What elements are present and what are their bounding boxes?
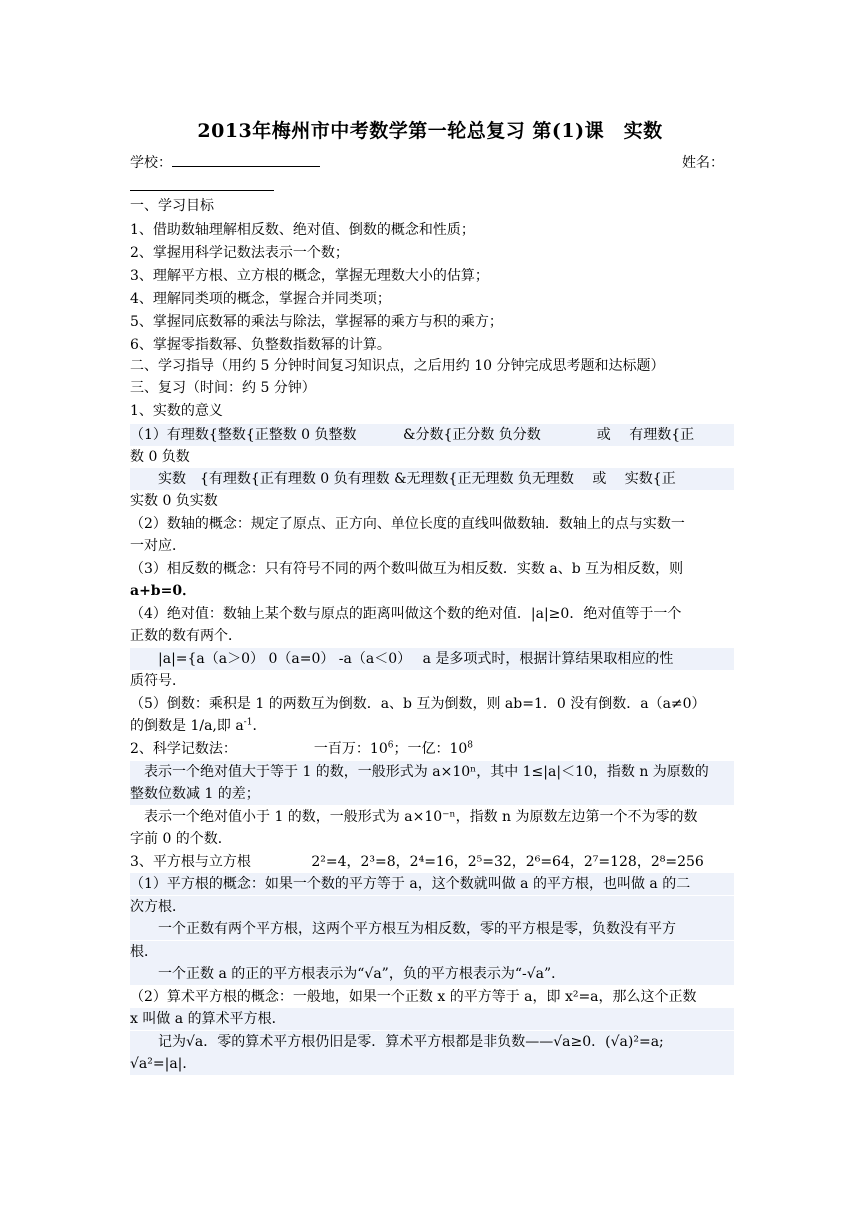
text-line: 整数位数减 1 的差； <box>130 783 734 805</box>
text-line: a+b=0． <box>130 583 197 599</box>
text-line: 质符号． <box>130 673 186 689</box>
text-line <box>130 715 734 737</box>
text-line: 6、掌握零指数幂、负整数指数幂的计算。 <box>130 337 391 353</box>
text-line: √a²=|a|． <box>130 1053 734 1075</box>
text-line: 4、理解同类项的概念，掌握合并同类项； <box>130 291 391 307</box>
text-fragment: ；一亿：10 <box>393 741 468 757</box>
superscript: 8 <box>467 740 474 751</box>
name-blank[interactable] <box>130 176 274 191</box>
section-heading: 三、复习（时间：约 5 分钟） <box>130 380 316 396</box>
text-line: 字前 0 的个数． <box>130 831 232 847</box>
text-line: （5）倒数：乘积是 1 的两数互为倒数．a、b 互为倒数，则 ab=1．0 没有倒数．a（a≠0） <box>130 696 706 712</box>
text-line <box>130 738 734 760</box>
text-line: 记为√a．零的算术平方根仍旧是零．算术平方根都是非负数——√a≥0．(√a)²=a; <box>130 1031 734 1053</box>
section-heading: 一、学习目标 <box>130 198 214 214</box>
text-line: 次方根． <box>130 896 734 918</box>
subsection-heading: 3、平方根与立方根 2²=4，2³=8，2⁴=16，2⁵=32，2⁶=64，2⁷=128，2⁸=256 <box>130 854 704 870</box>
text-line: 一个正数有两个平方根，这两个平方根互为相反数，零的平方根是零，负数没有平方 <box>130 918 734 940</box>
text-line: 表示一个绝对值大于等于 1 的数，一般形式为 a×10ⁿ，其中 1≤|a|＜10，指数 n 为原数的 <box>130 761 734 783</box>
text-fragment: 2、科学记数法： 一百万：10 <box>130 741 388 757</box>
document-title: 2013年梅州市中考数学第一轮总复习 第(1)课 实数 <box>197 120 663 142</box>
text-line: 实数 0 负实数 <box>130 493 218 509</box>
text-fragment: 的倒数是 1/a,即 a <box>130 718 244 734</box>
text-line: （3）相反数的概念：只有符号不同的两个数叫做互为相反数．实数 a、b 互为相反数，则 <box>130 561 684 577</box>
text-line: （1）平方根的概念：如果一个数的平方等于 a，这个数就叫做 a 的平方根，也叫做 a 的二 <box>130 873 734 895</box>
text-line: 实数 {有理数{正有理数 0 负有理数 &无理数{正无理数 负无理数 或 实数{正 <box>130 468 734 490</box>
school-blank[interactable] <box>172 152 320 167</box>
name-label: 姓名： <box>682 155 724 171</box>
subsection-heading: 1、实数的意义 <box>130 403 223 419</box>
text-line: （4）绝对值：数轴上某个数与原点的距离叫做这个数的绝对值．|a|≥0．绝对值等于一个 <box>130 606 682 622</box>
text-line: |a|={a（a＞0） 0（a=0） -a（a＜0） a 是多项式时，根据计算结果取相应的性 <box>130 648 734 670</box>
text-line: （1）有理数{整数{正整数 0 负整数 &分数{正分数 负分数 或 有理数{正 <box>130 424 734 446</box>
text-line: x 叫做 a 的算术平方根． <box>130 1008 734 1030</box>
school-label: 学校： <box>130 155 172 171</box>
text-line: （2）数轴的概念：规定了原点、正方向、单位长度的直线叫做数轴．数轴上的点与实数一 <box>130 516 685 532</box>
text-line: 2、掌握用科学记数法表示一个数； <box>130 245 349 261</box>
section-heading: 二、学习指导（用约 5 分钟时间复习知识点，之后用约 10 分钟完成思考题和达标题） <box>130 358 665 374</box>
text-line: 正数的数有两个． <box>130 628 242 644</box>
text-line: （2）算术平方根的概念：一般地，如果一个正数 x 的平方等于 a，即 x²=a，那么这个正数 <box>130 989 697 1005</box>
text-line: 表示一个绝对值小于 1 的数，一般形式为 a×10⁻ⁿ，指数 n 为原数左边第一个不为零的数 <box>130 809 698 825</box>
school-name-row <box>130 152 734 174</box>
text-fragment: ． <box>252 718 267 734</box>
text-line: 1、借助数轴理解相反数、绝对值、倒数的概念和性质； <box>130 222 475 238</box>
text-line: 3、理解平方根、立方根的概念，掌握无理数大小的估算； <box>130 268 489 284</box>
text-line: 根． <box>130 941 734 963</box>
text-line: 一个正数 a 的正的平方根表示为“√a”，负的平方根表示为“-√a”． <box>130 963 734 985</box>
text-line: 5、掌握同底数幂的乘法与除法，掌握幂的乘方与积的乘方； <box>130 314 503 330</box>
superscript: -1 <box>243 717 253 728</box>
text-line: 数 0 负数 <box>130 449 190 465</box>
superscript: 6 <box>387 740 394 751</box>
text-line: 一对应． <box>130 538 186 554</box>
